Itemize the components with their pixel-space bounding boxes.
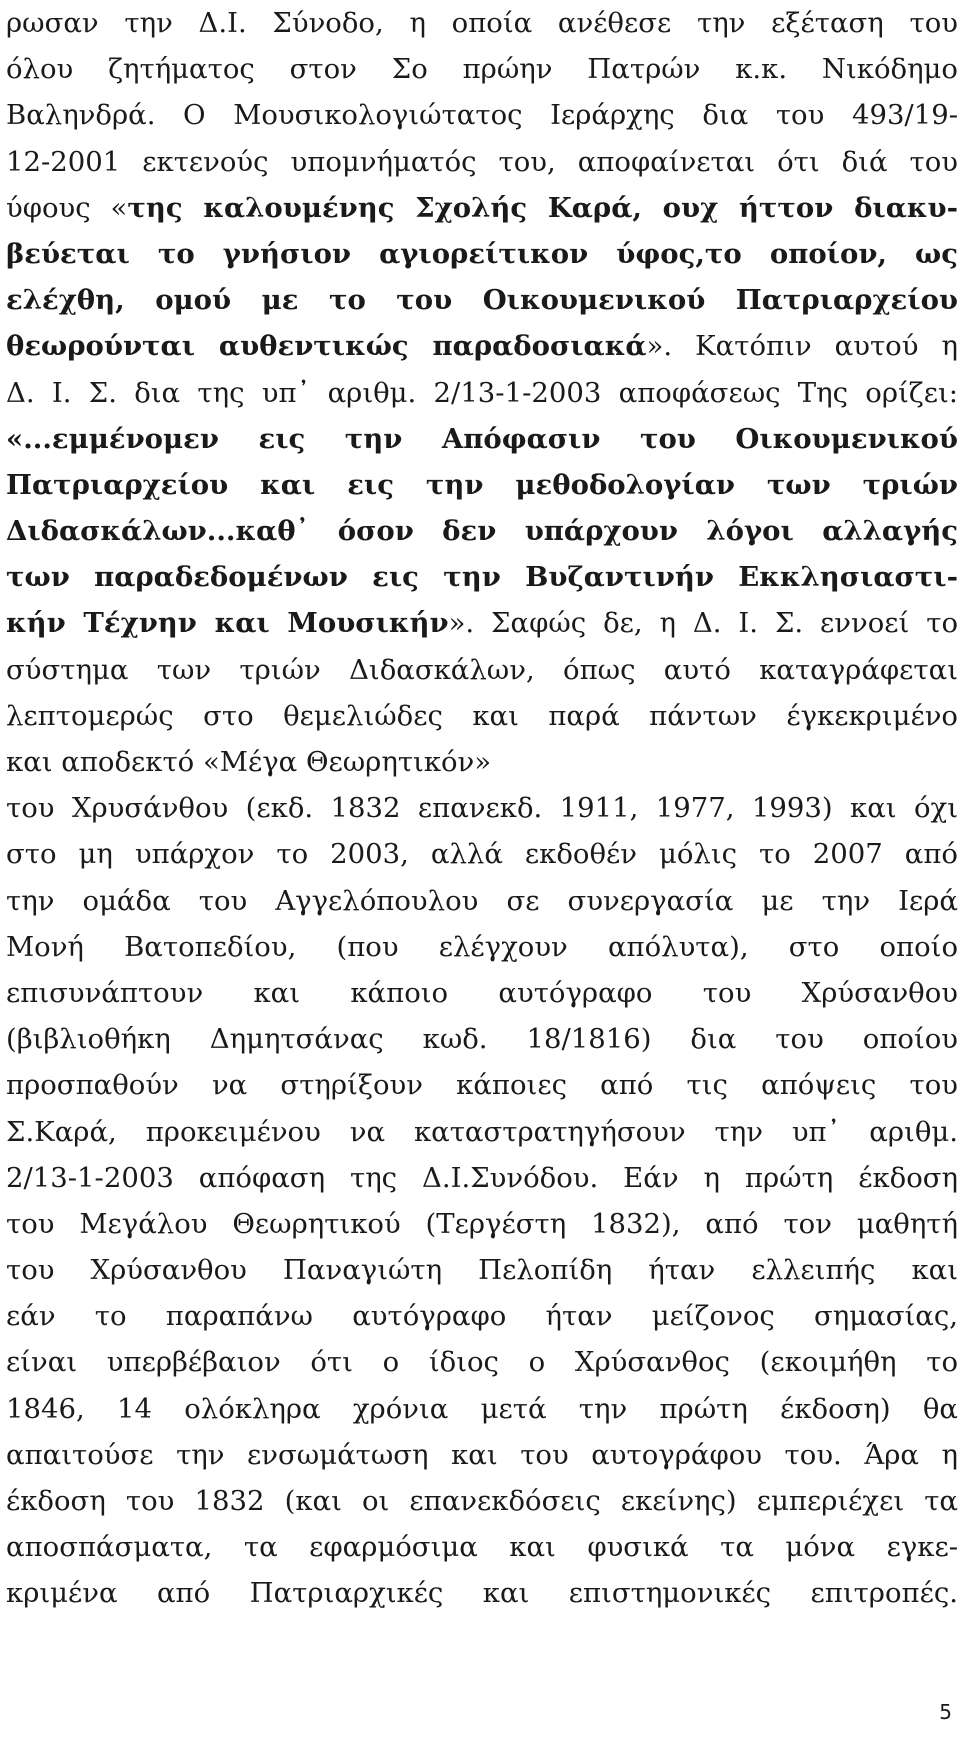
text-line: λεπτομερώς στο θεμελιώδες και παρά πάντων έγκεκριμένο bbox=[6, 699, 958, 732]
text-line: Μονή Βατοπεδίου, (που ελέγχουν απόλυτα), στο οποίο bbox=[6, 930, 958, 963]
page-number: 5 bbox=[939, 1700, 952, 1724]
text-line bbox=[6, 185, 958, 231]
text-line bbox=[6, 416, 958, 462]
text-line: Δ. Ι. Σ. δια της υπ᾿ αριθμ. 2/13-1-2003 αποφάσεως Της ορίζει: bbox=[6, 376, 958, 409]
text-line: του Χρυσάνθου (εκδ. 1832 επανεκδ. 1911, 1977, 1993) και όχι bbox=[6, 792, 958, 825]
text-span: ». Κατόπιν αυτού η bbox=[646, 330, 958, 363]
text-line bbox=[6, 600, 958, 646]
bold-text: «...εμμένομεν εις την Απόφασιν του Οικουμενικού bbox=[6, 422, 958, 455]
bold-text: ελέχθη, ομού με το του Οικουμενικού Πατριαρχείου bbox=[6, 284, 958, 317]
bold-text: βεύεται το γνήσιον αγιορείτικον ύφος,το οποίον, ως bbox=[6, 237, 958, 270]
bold-text: Διδασκάλων...καθ᾿ όσον δεν υπάρχουν λόγοι αλλαγής bbox=[6, 515, 958, 548]
text-line: εάν το παραπάνω αυτόγραφο ήταν μείζονος σημασίας, bbox=[6, 1300, 958, 1333]
bold-text: της καλουμένης Σχολής Καρά, ουχ ήττον διακυ- bbox=[127, 191, 958, 224]
text-line bbox=[6, 508, 958, 554]
text-line: κριμένα από Πατριαρχικές και επιστημονικές επιτροπές. bbox=[6, 1577, 958, 1610]
text-line: απαιτούσε την ενσωμάτωση και του αυτογράφου του. Άρα η bbox=[6, 1438, 958, 1471]
text-line: προσπαθούν να στηρίξουν κάποιες από τις απόψεις του bbox=[6, 1069, 958, 1102]
document-page bbox=[6, 0, 958, 1617]
bold-text: των παραδεδομένων εις την Βυζαντινήν Εκκλησιαστι- bbox=[6, 561, 958, 594]
text-line: Βαληνδρά. Ο Μουσικολογιώτατος Ιεράρχης δια του 493/19- bbox=[6, 99, 958, 132]
bold-text: Πατριαρχείου και εις την μεθοδολογίαν των τριών bbox=[6, 468, 958, 501]
text-line: του Μεγάλου Θεωρητικού (Τεργέστη 1832), από τον μαθητή bbox=[6, 1207, 958, 1240]
text-line bbox=[6, 277, 958, 323]
text-span: ύφους « bbox=[6, 191, 128, 224]
text-line bbox=[6, 554, 958, 600]
text-line: στο μη υπάρχον το 2003, αλλά εκδοθέν μόλις το 2007 από bbox=[6, 838, 958, 871]
text-line: ρωσαν την Δ.Ι. Σύνοδο, η οποία ανέθεσε την εξέταση του bbox=[6, 7, 958, 39]
text-line bbox=[6, 323, 958, 369]
text-line bbox=[6, 231, 958, 277]
body-text bbox=[6, 0, 958, 1617]
text-line: 1846, 14 ολόκληρα χρόνια μετά την πρώτη έκδοση) θα bbox=[6, 1392, 958, 1425]
bold-text: θεωρούνται αυθεντικώς παραδοσιακά bbox=[6, 330, 647, 363]
text-line: είναι υπερβέβαιον ότι ο ίδιος ο Χρύσανθος (εκοιμήθη το bbox=[6, 1346, 958, 1379]
text-line: 12-2001 εκτενούς υπομνήματός του, αποφαίνεται ότι διά του bbox=[6, 145, 958, 178]
text-line: σύστημα των τριών Διδασκάλων, όπως αυτό καταγράφεται bbox=[6, 653, 958, 686]
text-line: και αποδεκτό «Μέγα Θεωρητικόν» bbox=[6, 746, 492, 778]
text-line: (βιβλιοθήκη Δημητσάνας κωδ. 18/1816) δια του οποίου bbox=[6, 1023, 958, 1056]
text-line bbox=[6, 462, 958, 508]
bold-text: κήν Τέχνην και Μουσικήν bbox=[6, 607, 449, 640]
text-span: ». Σαφώς δε, η Δ. Ι. Σ. εννοεί το bbox=[448, 607, 958, 640]
text-line: του Χρύσανθου Παναγιώτη Πελοπίδη ήταν ελλειπής και bbox=[6, 1254, 958, 1287]
text-line: αποσπάσματα, τα εφαρμόσιμα και φυσικά τα μόνα εγκε- bbox=[6, 1531, 958, 1564]
text-line: επισυνάπτουν και κάποιο αυτόγραφο του Χρύσανθου bbox=[6, 976, 958, 1009]
text-line: έκδοση του 1832 (και οι επανεκδόσεις εκείνης) εμπεριέχει τα bbox=[6, 1485, 958, 1517]
text-line: Σ.Καρά, προκειμένου να καταστρατηγήσουν την υπ᾿ αριθμ. bbox=[6, 1115, 958, 1148]
text-line: την ομάδα του Αγγελόπουλου σε συνεργασία με την Ιερά bbox=[6, 884, 958, 917]
text-line: όλου ζητήματος στον Σο πρώην Πατρών κ.κ. Νικόδημο bbox=[6, 53, 958, 86]
text-line: 2/13-1-2003 απόφαση της Δ.Ι.Συνόδου. Εάν η πρώτη έκδοση bbox=[6, 1161, 958, 1194]
